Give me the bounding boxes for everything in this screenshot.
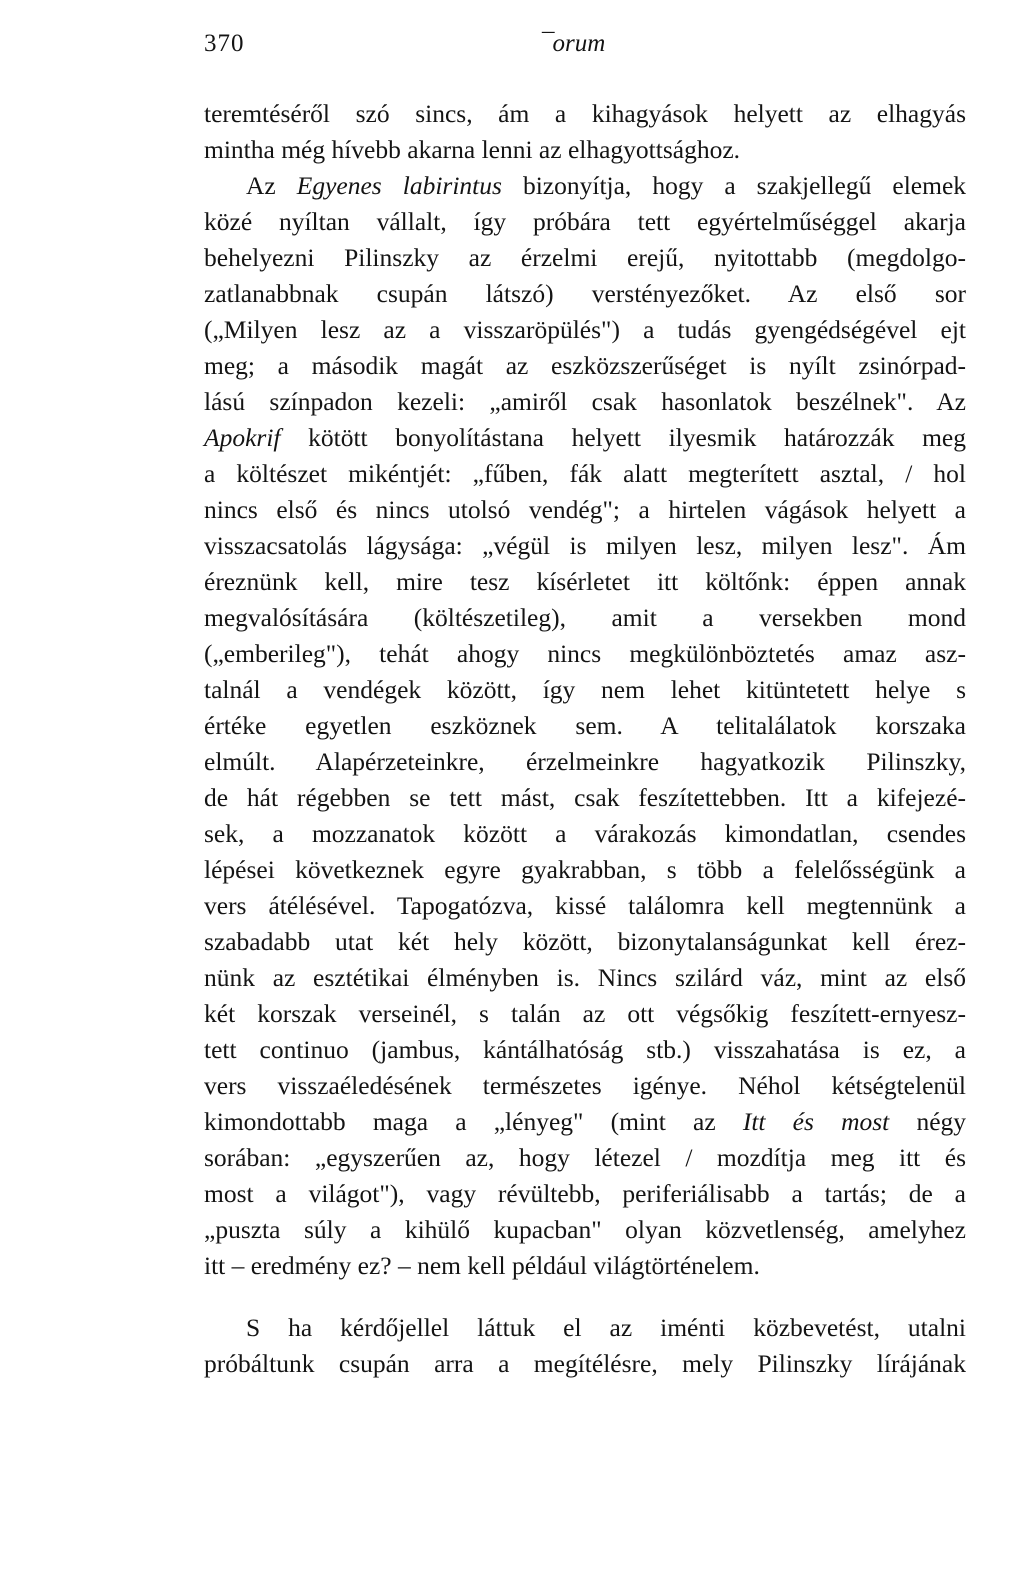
text-line: vers átélésével. Tapogatózva, kissé találomra kell megtennünk a: [204, 891, 966, 920]
text-line: lépései következnek egyre gyakrabban, s több a felelősségünk a: [204, 855, 966, 884]
text-line: közé nyíltan vállalt, így próbára tett egyértelműséggel akarja: [204, 207, 966, 236]
text-run: négy: [889, 1107, 967, 1136]
text-line: két korszak verseinél, s talán az ott végsőkig feszített-ernyesz-: [204, 999, 966, 1028]
text-line: [204, 1104, 966, 1140]
text-line: megvalósítására (költészetileg), amit a versekben mond: [204, 603, 966, 632]
text-line: visszacsatolás lágysága: „végül is milyen lesz, milyen lesz". Ám: [204, 531, 966, 560]
text-line: [204, 420, 966, 456]
text-line: most a világot"), vagy révültebb, periferiálisabb a tartás; de a: [204, 1179, 966, 1208]
text-line: a költészet mikéntjét: „fűben, fák alatt megterített asztal, / hol: [204, 459, 966, 488]
text-run: kimondottabb maga a „lényeg" (mint az: [204, 1107, 743, 1136]
text-run: bizonyítja, hogy a szakjellegű elemek: [501, 171, 967, 200]
text-line: zatlanabbnak csupán látszó) verstényezőket. Az első sor: [204, 279, 966, 308]
text-line: próbáltunk csupán arra a megítélésre, mely Pilinszky lírájának: [204, 1349, 966, 1378]
text-line: szabadabb utat két hely között, bizonytalanságunkat kell érez-: [204, 927, 966, 956]
journal-title: ¯orum: [540, 30, 606, 57]
text-line: lású színpadon kezeli: „amiről csak hasonlatok beszélnek". Az: [204, 387, 966, 416]
text-line: nincs első és nincs utolsó vendég"; a hirtelen vágások helyett a: [204, 495, 966, 524]
text-line: („Milyen lesz az a visszaröpülés") a tudás gyengédségével ejt: [204, 315, 966, 344]
page-number: 370: [204, 30, 245, 57]
body-text: [204, 96, 966, 1382]
text-line: értéke egyetlen eszköznek sem. A telitalálatok korszaka: [204, 711, 966, 740]
text-line: tett continuo (jambus, kántálhatóság stb.) visszahatása is ez, a: [204, 1035, 966, 1064]
work-title-egyenes-labirintus: Egyenes labirintus: [296, 171, 502, 200]
running-head: [204, 30, 966, 66]
text-line: elmúlt. Alapérzeteinkre, érzelmeinkre hagyatkozik Pilinszky,: [204, 747, 966, 776]
text-line: mintha még hívebb akarna lenni az elhagyottsághoz.: [204, 135, 741, 164]
work-title-itt-es-most: Itt és most: [742, 1107, 890, 1136]
text-run: kötött bonyolítástana helyett ilyesmik határozzák meg: [280, 423, 966, 452]
text-line: nünk az esztétikai élményben is. Nincs szilárd váz, mint az első: [204, 963, 966, 992]
text-line: sek, a mozzanatok között a várakozás kimondatlan, csendes: [204, 819, 966, 848]
text-line: behelyezni Pilinszky az érzelmi erejű, nyitottabb (megdolgo-: [204, 243, 966, 272]
text-line: talnál a vendégek között, így nem lehet kitüntetett helye s: [204, 675, 966, 704]
text-line: meg; a második magát az eszközszerűséget is nyílt zsinórpad-: [204, 351, 966, 380]
paragraph-gap: [204, 1284, 966, 1310]
text-line: sorában: „egyszerűen az, hogy létezel / mozdítja meg itt és: [204, 1143, 966, 1172]
text-line: vers visszaéledésének természetes igénye. Néhol kétségtelenül: [204, 1071, 966, 1100]
work-title-apokrif: Apokrif: [204, 423, 281, 452]
text-line: itt – eredmény ez? – nem kell például világtörténelem.: [204, 1251, 760, 1280]
text-line: „puszta súly a kihülő kupacban" olyan közvetlenség, amelyhez: [204, 1215, 966, 1244]
text-line: éreznünk kell, mire tesz kísérletet itt költőnk: éppen annak: [204, 567, 966, 596]
text-line: de hát régebben se tett mást, csak feszítettebben. Itt a kifejezé-: [204, 783, 966, 812]
text-line: („emberileg"), tehát ahogy nincs megkülönböztetés amaz asz-: [204, 639, 966, 668]
text-line: [204, 168, 966, 204]
text-line: teremtéséről szó sincs, ám a kihagyások helyett az elhagyás: [204, 99, 966, 128]
text-run: Az: [246, 171, 297, 200]
text-line: S ha kérdőjellel láttuk el az iménti közbevetést, utalni: [246, 1313, 966, 1342]
